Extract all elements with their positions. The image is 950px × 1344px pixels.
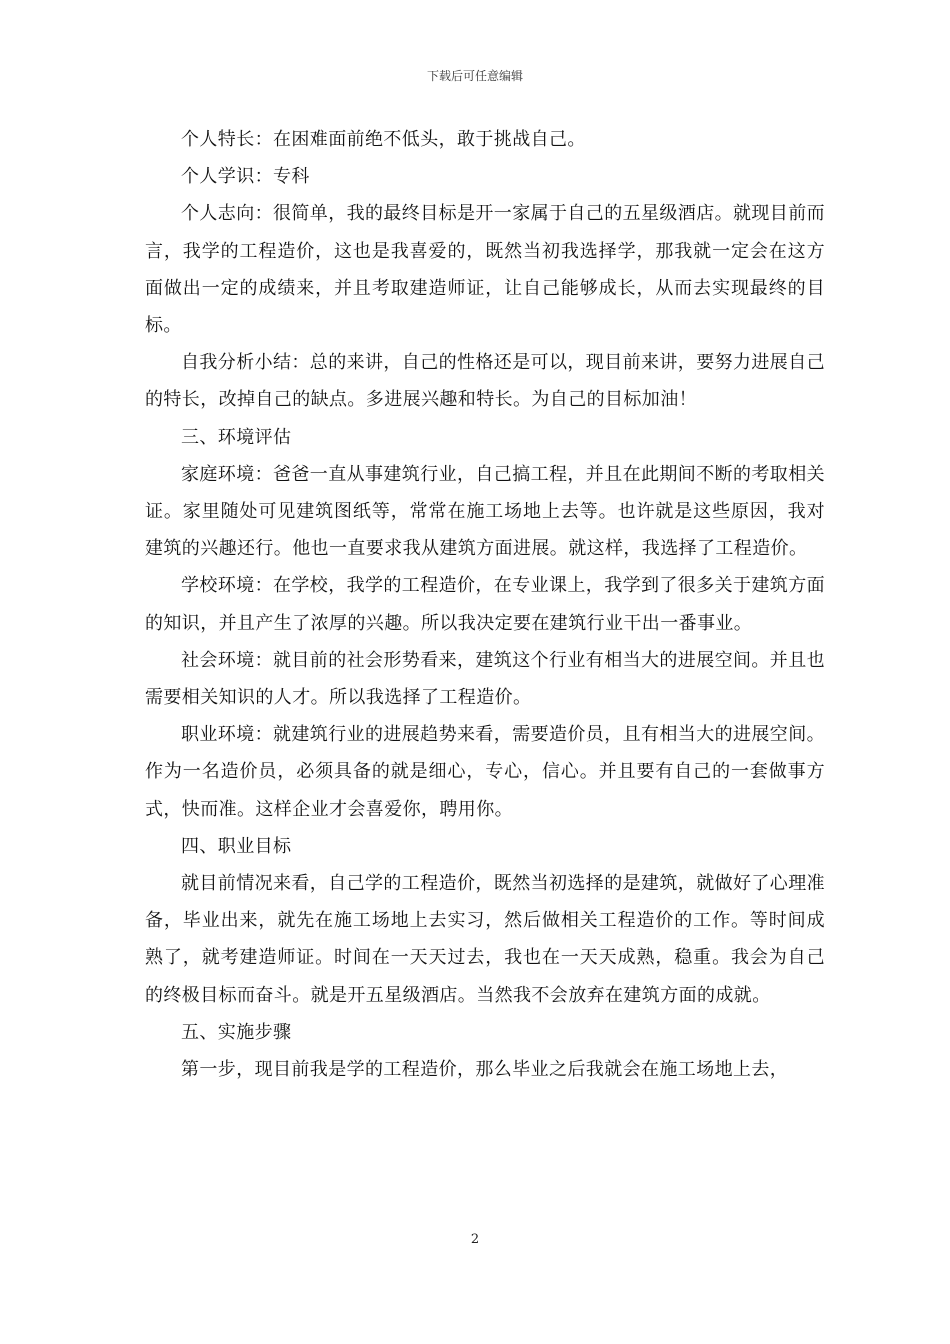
document-body — [145, 121, 825, 1088]
paragraph-career-goal: 就目前情况来看，自己学的工程造价，既然当初选择的是建筑，就做好了心理准备，毕业出来，就先在施工场地上去实习，然后做相关工程造价的工作。等时间成熟了，就考建造师证。时间在一天天过去，我也在一天天成熟，稳重。我会为自己的终极目标而奋斗。就是开五星级酒店。当然我不会放弃在建筑方面的成就。 — [145, 873, 825, 1006]
paragraph-self-analysis-summary: 自我分析小结：总的来讲，自己的性格还是可以，现目前来讲，要努力进展自己的特长，改掉自己的缺点。多进展兴趣和特长。为自己的目标加油！ — [145, 352, 825, 411]
paragraph-education: 个人学识：专科 — [181, 166, 310, 188]
paragraph-step-one: 第一步，现目前我是学的工程造价，那么毕业之后我就会在施工场地上去， — [181, 1059, 789, 1081]
paragraph-personal-strength: 个人特长：在困难面前绝不低头，敢于挑战自己。 — [181, 129, 586, 150]
page-number: 2 — [470, 1232, 480, 1247]
paragraph-career-environment: 职业环境：就建筑行业的进展趋势来看，需要造价员，且有相当大的进展空间。作为一名造价员，必须具备的就是细心，专心，信心。并且要有自己的一套做事方式，快而准。这样企业才会喜爱你，聘用你。 — [145, 724, 825, 820]
paragraph-school-environment: 学校环境：在学校，我学的工程造价，在专业课上，我学到了很多关于建筑方面的知识，并且产生了浓厚的兴趣。所以我决定要在建筑行业干出一番事业。 — [145, 575, 825, 634]
paragraph-ambition: 个人志向：很简单，我的最终目标是开一家属于自己的五星级酒店。就现目前而言，我学的工程造价，这也是我喜爱的，既然当初我选择学，那我就一定会在这方面做出一定的成绩来，并且考取建造师证，让自己能够成长，从而去实现最终的目标。 — [145, 203, 825, 337]
section-heading-environment: 三、环境评估 — [181, 426, 292, 448]
section-heading-implementation-steps: 五、实施步骤 — [181, 1021, 292, 1043]
paragraph-social-environment: 社会环境：就目前的社会形势看来，建筑这个行业有相当大的进展空间。并且也需要相关知识的人才。所以我选择了工程造价。 — [145, 649, 825, 709]
page-header: 下载后可任意编辑 — [426, 69, 523, 83]
paragraph-family-environment: 家庭环境：爸爸一直从事建筑行业，自己搞工程，并且在此期间不断的考取相关证。家里随处可见建筑图纸等，常常在施工场地上去等。也许就是这些原因，我对建筑的兴趣还行。他也一直要求我从建筑方面进展。就这样，我选择了工程造价。 — [145, 463, 825, 560]
section-heading-career-goal: 四、职业目标 — [181, 835, 292, 857]
